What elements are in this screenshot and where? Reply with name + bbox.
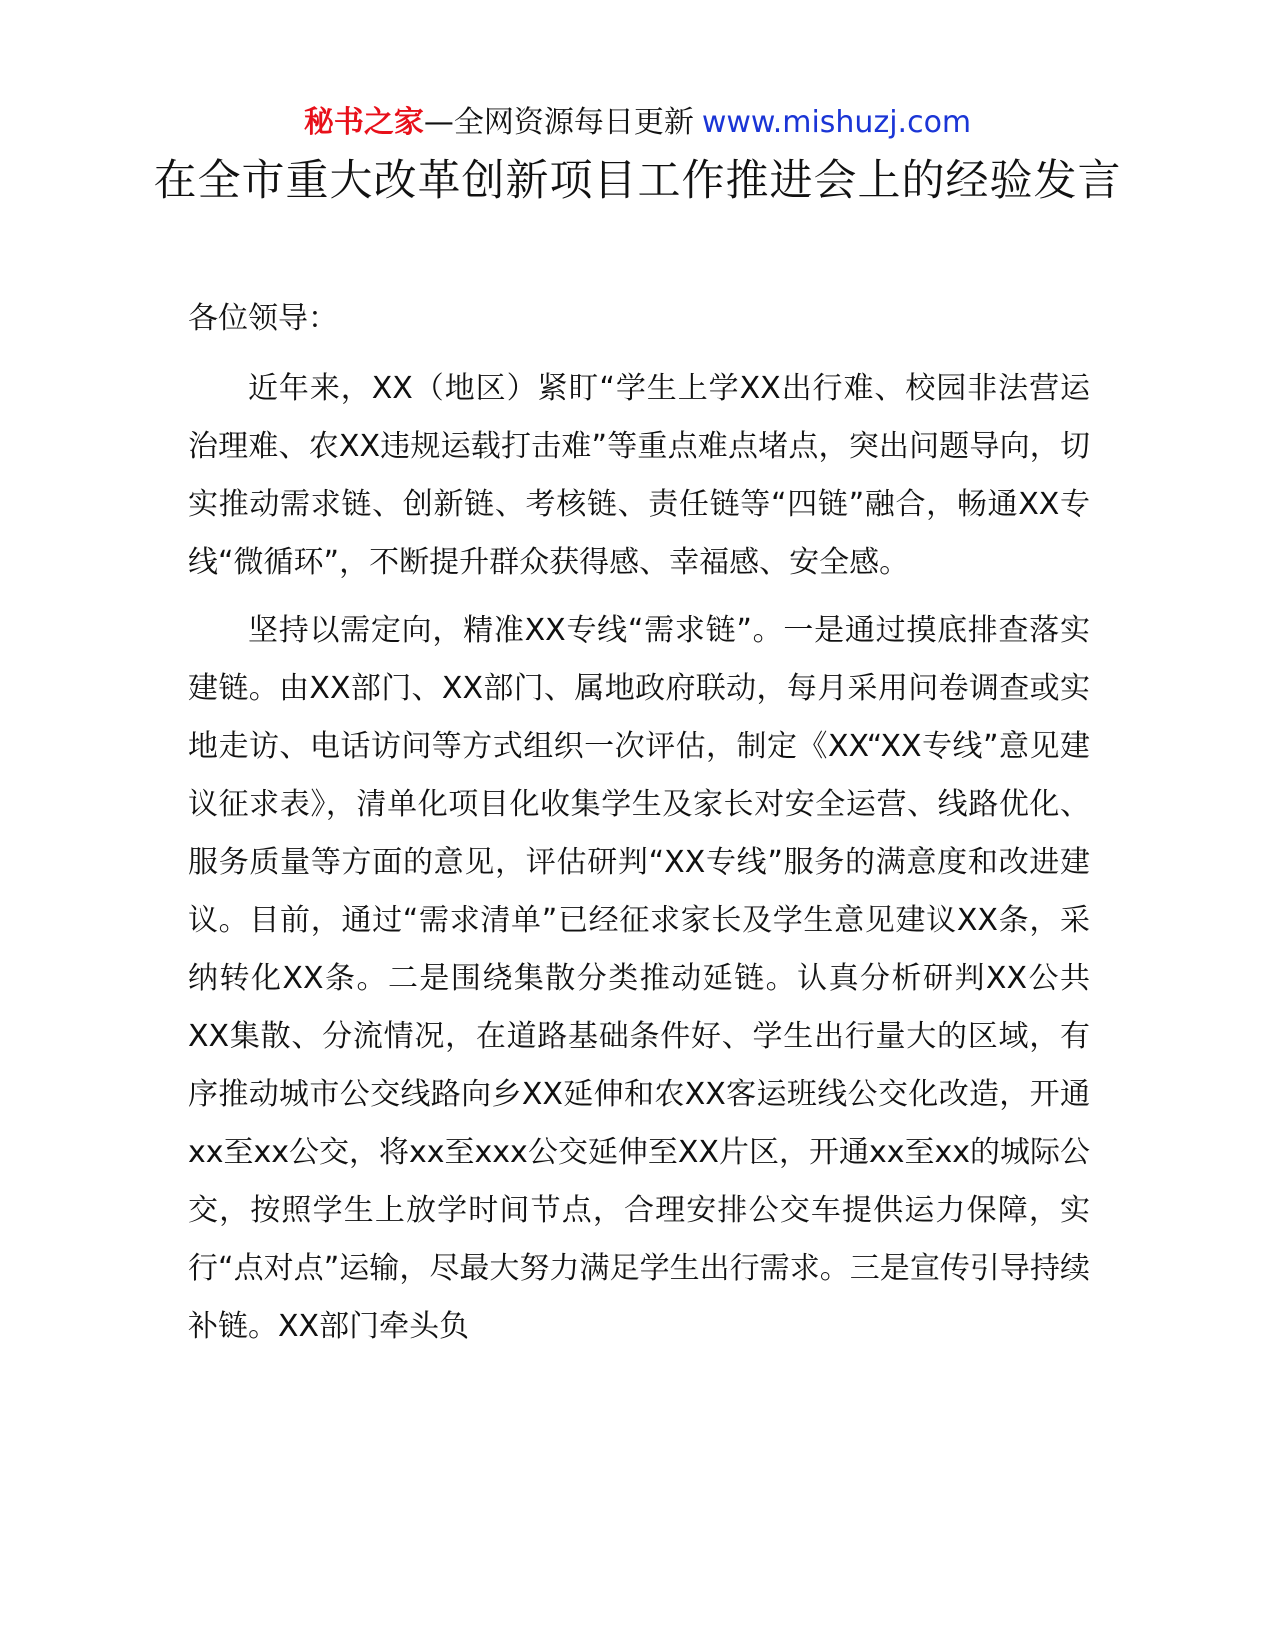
body-paragraph: 近年来，XX（地区）紧盯“学生上学XX出行难、校园非法营运治理难、农XX违规运载打击难”等重点难点堵点，突出问题导向，切实推动需求链、创新链、考核链、责任链等“四链”融合，畅通XX专线“微循环”，不断提升群众获得感、幸福感、安全感。 [188, 371, 1090, 580]
banner-tagline: —全网资源每日更新 [423, 105, 694, 140]
body-paragraph: 坚持以需定向，精准XX专线“需求链”。一是通过摸底排查落实建链。由XX部门、XX部门、属地政府联动，每月采用问卷调查或实地走访、电话访问等方式组织一次评估，制定《XX“XX专线”意见建议征求表》，清单化项目化收集学生及家长对安全运营、线路优化、服务质量等方面的意见，评估研判“XX专线”服务的满意度和改进建议。目前，通过“需求清单”已经征求家长及学生意见建议XX条，采纳转化XX条。二是围绕集散分类推动延链。认真分析研判XX公共XX集散、分流情况，在道路基础条件好、学生出行量大的区域，有序推动城市公交线路向乡XX延伸和农XX客运班线公交化改造，开通xx至xx公交，将xx至xxx公交延伸至XX片区，开通xx至xx的城际公交，按照学生上放学时间节点，合理安排公交车提供运力保障，实行“点对点”运输，尽最大努力满足学生出行需求。三是宣传引导持续补链。XX部门牵头负 [188, 613, 1090, 1344]
brand-name: 秘书之家 [303, 105, 424, 140]
document-title: 在全市重大改革创新项目工作推进会上的经验发言 [153, 156, 1122, 206]
document-body [188, 290, 1090, 1366]
site-url-link[interactable]: www.mishuzj.com [701, 105, 972, 140]
salutation: 各位领导： [188, 301, 338, 336]
site-banner [0, 103, 1275, 143]
